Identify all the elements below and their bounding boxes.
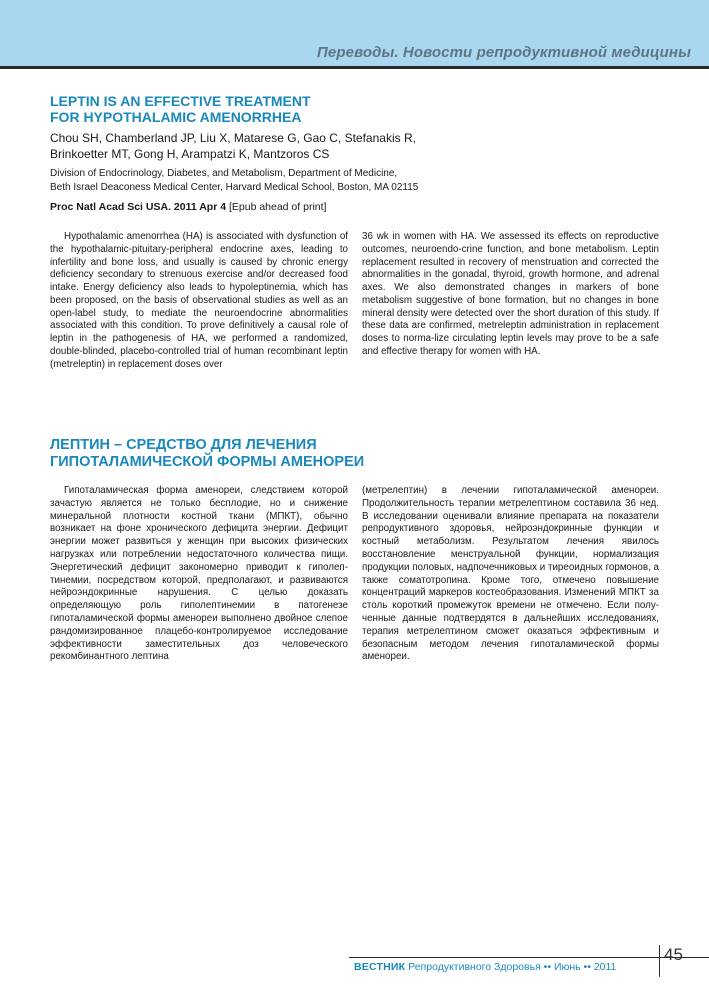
- section-title: Переводы. Новости репродуктивной медицины: [317, 44, 691, 61]
- article-title-ru-line1: ЛЕПТИН – СРЕДСТВО ДЛЯ ЛЕЧЕНИЯ: [50, 437, 317, 453]
- page-number: 45: [664, 945, 683, 964]
- authors-line1: Chou SH, Chamberland JP, Liu X, Matarese G, Gao C, Stefanakis R,: [50, 131, 416, 145]
- journal-name: ВЕСТНИК: [354, 961, 406, 973]
- affiliation-line1: Division of Endocrinology, Diabetes, and Metabolism, Department of Medicine,: [50, 168, 398, 179]
- page-number-divider: [659, 945, 660, 977]
- abstract-en-left-column: Hypothalamic amenorrhea (HA) is associated with dysfunction of the hypothalamic-pituitary-peripheral endocrine axes, leading to infertility and bone loss, and usually is caused by chronic energy deficiency secondary to strenuous exercise and/or decreased food intake. Energy deficiency also leads to hypoleptinemia, which has been proposed, on the basis of observational studies as well as an open-label study, to mediate the neuroendocrine abnormalities associated with this condition. To prove definitively a causal role of leptin in the pathogenesis of HA, we performed a randomized, double-blinded, placebo-controlled trial of human recombinant leptin (metreleptin) in replacement doses over: [50, 231, 348, 370]
- abstract-en-right-column: 36 wk in women with HA. We assessed its effects on reproductive outcomes, neuroendo-crine function, and bone metabolism. Leptin replacement resulted in recovery of menstruation and corrected the abnormalities in the gonadal, thyroid, growth hormone, and adrenal axes. We also demonstrated changes in markers of bone metabolism suggestive of bone formation, but no changes in bone mineral density were detected over the short duration of this study. If these data are confirmed, metreleptin administration in replacement doses to norma-lize circulating leptin levels may prove to be a safe and effective therapy for women with HA.: [362, 231, 659, 357]
- journal-footer: [354, 961, 616, 973]
- abstract-ru-left-column: Гипоталамическая форма аменореи, следствием которой зачастую является не только бесплодие, но и снижение минеральной плотности костной ткани (МПКТ), обычно возникает на фоне хронического дефицита энергии. Дефицит энергии может развиться у женщин при высоких физических нагрузках или потреблении недостаточного количества пищи. Энергетический дефицит закономерно приводит к гиполептинемии, посредством которой, предполагают, и развиваются нейроэндокринные нарушения. С целью доказать определяющую роль гиполептинемии в патогенезе гипоталамической формы аменореи выполнено двойное слепое рандомизированное плацебо-контролируемое исследование эффективности заместительных доз человеческого рекомбинантного лептина: [50, 485, 348, 663]
- citation-note: [Epub ahead of print]: [226, 201, 327, 213]
- affiliation: [50, 167, 520, 194]
- article-title-ru: [50, 437, 364, 471]
- article-title-ru-line2: ГИПОТАЛАМИЧЕСКОЙ ФОРМЫ АМЕНОРЕИ: [50, 454, 365, 470]
- abstract-ru-right-column: (метрелептин) в лечении гипоталамической аменореи. Продолжительность терапии метрелептином составила 36 нед. В исследовании оценивали влияние препарата на показатели репродуктивного здоровья, нейроэндокринные функции и костный метаболизм. Результатом лечения явилось восстановление менструальной функции, нормализация продукции половых, надпочечниковых и тиреоидных гормонов, а также соматотропина. Кроме того, отмечено повышение концентраций маркеров костеобразования. Изменений МПКТ за столь короткий промежуток времени не отмечено. Если полученные данные подтвердятся в дальнейших исследованиях, терапия метрелептином сможет оказаться эффективным и безопасным методом лечения гипоталамической формы аменореи.: [362, 485, 659, 663]
- citation-journal: Proc Natl Acad Sci USA. 2011 Apr 4: [50, 201, 227, 213]
- citation: [50, 201, 326, 214]
- article-title-en: [50, 93, 311, 125]
- affiliation-line2: Beth Israel Deaconess Medical Center, Harvard Medical School, Boston, MA 02115: [50, 181, 419, 193]
- article-title-en-line2: FOR HYPOTHALAMIC AMENORRHEA: [50, 109, 302, 125]
- authors-line2: Brinkoetter MT, Gong H, Arampatzi K, Mantzoros CS: [50, 146, 330, 161]
- footer-divider: [349, 957, 709, 958]
- authors: [50, 131, 510, 162]
- journal-issue: Репродуктивного Здоровья •• Июнь •• 2011: [405, 961, 617, 973]
- header-divider: [0, 66, 709, 69]
- article-title-en-line1: LEPTIN IS AN EFFECTIVE TREATMENT: [50, 93, 311, 109]
